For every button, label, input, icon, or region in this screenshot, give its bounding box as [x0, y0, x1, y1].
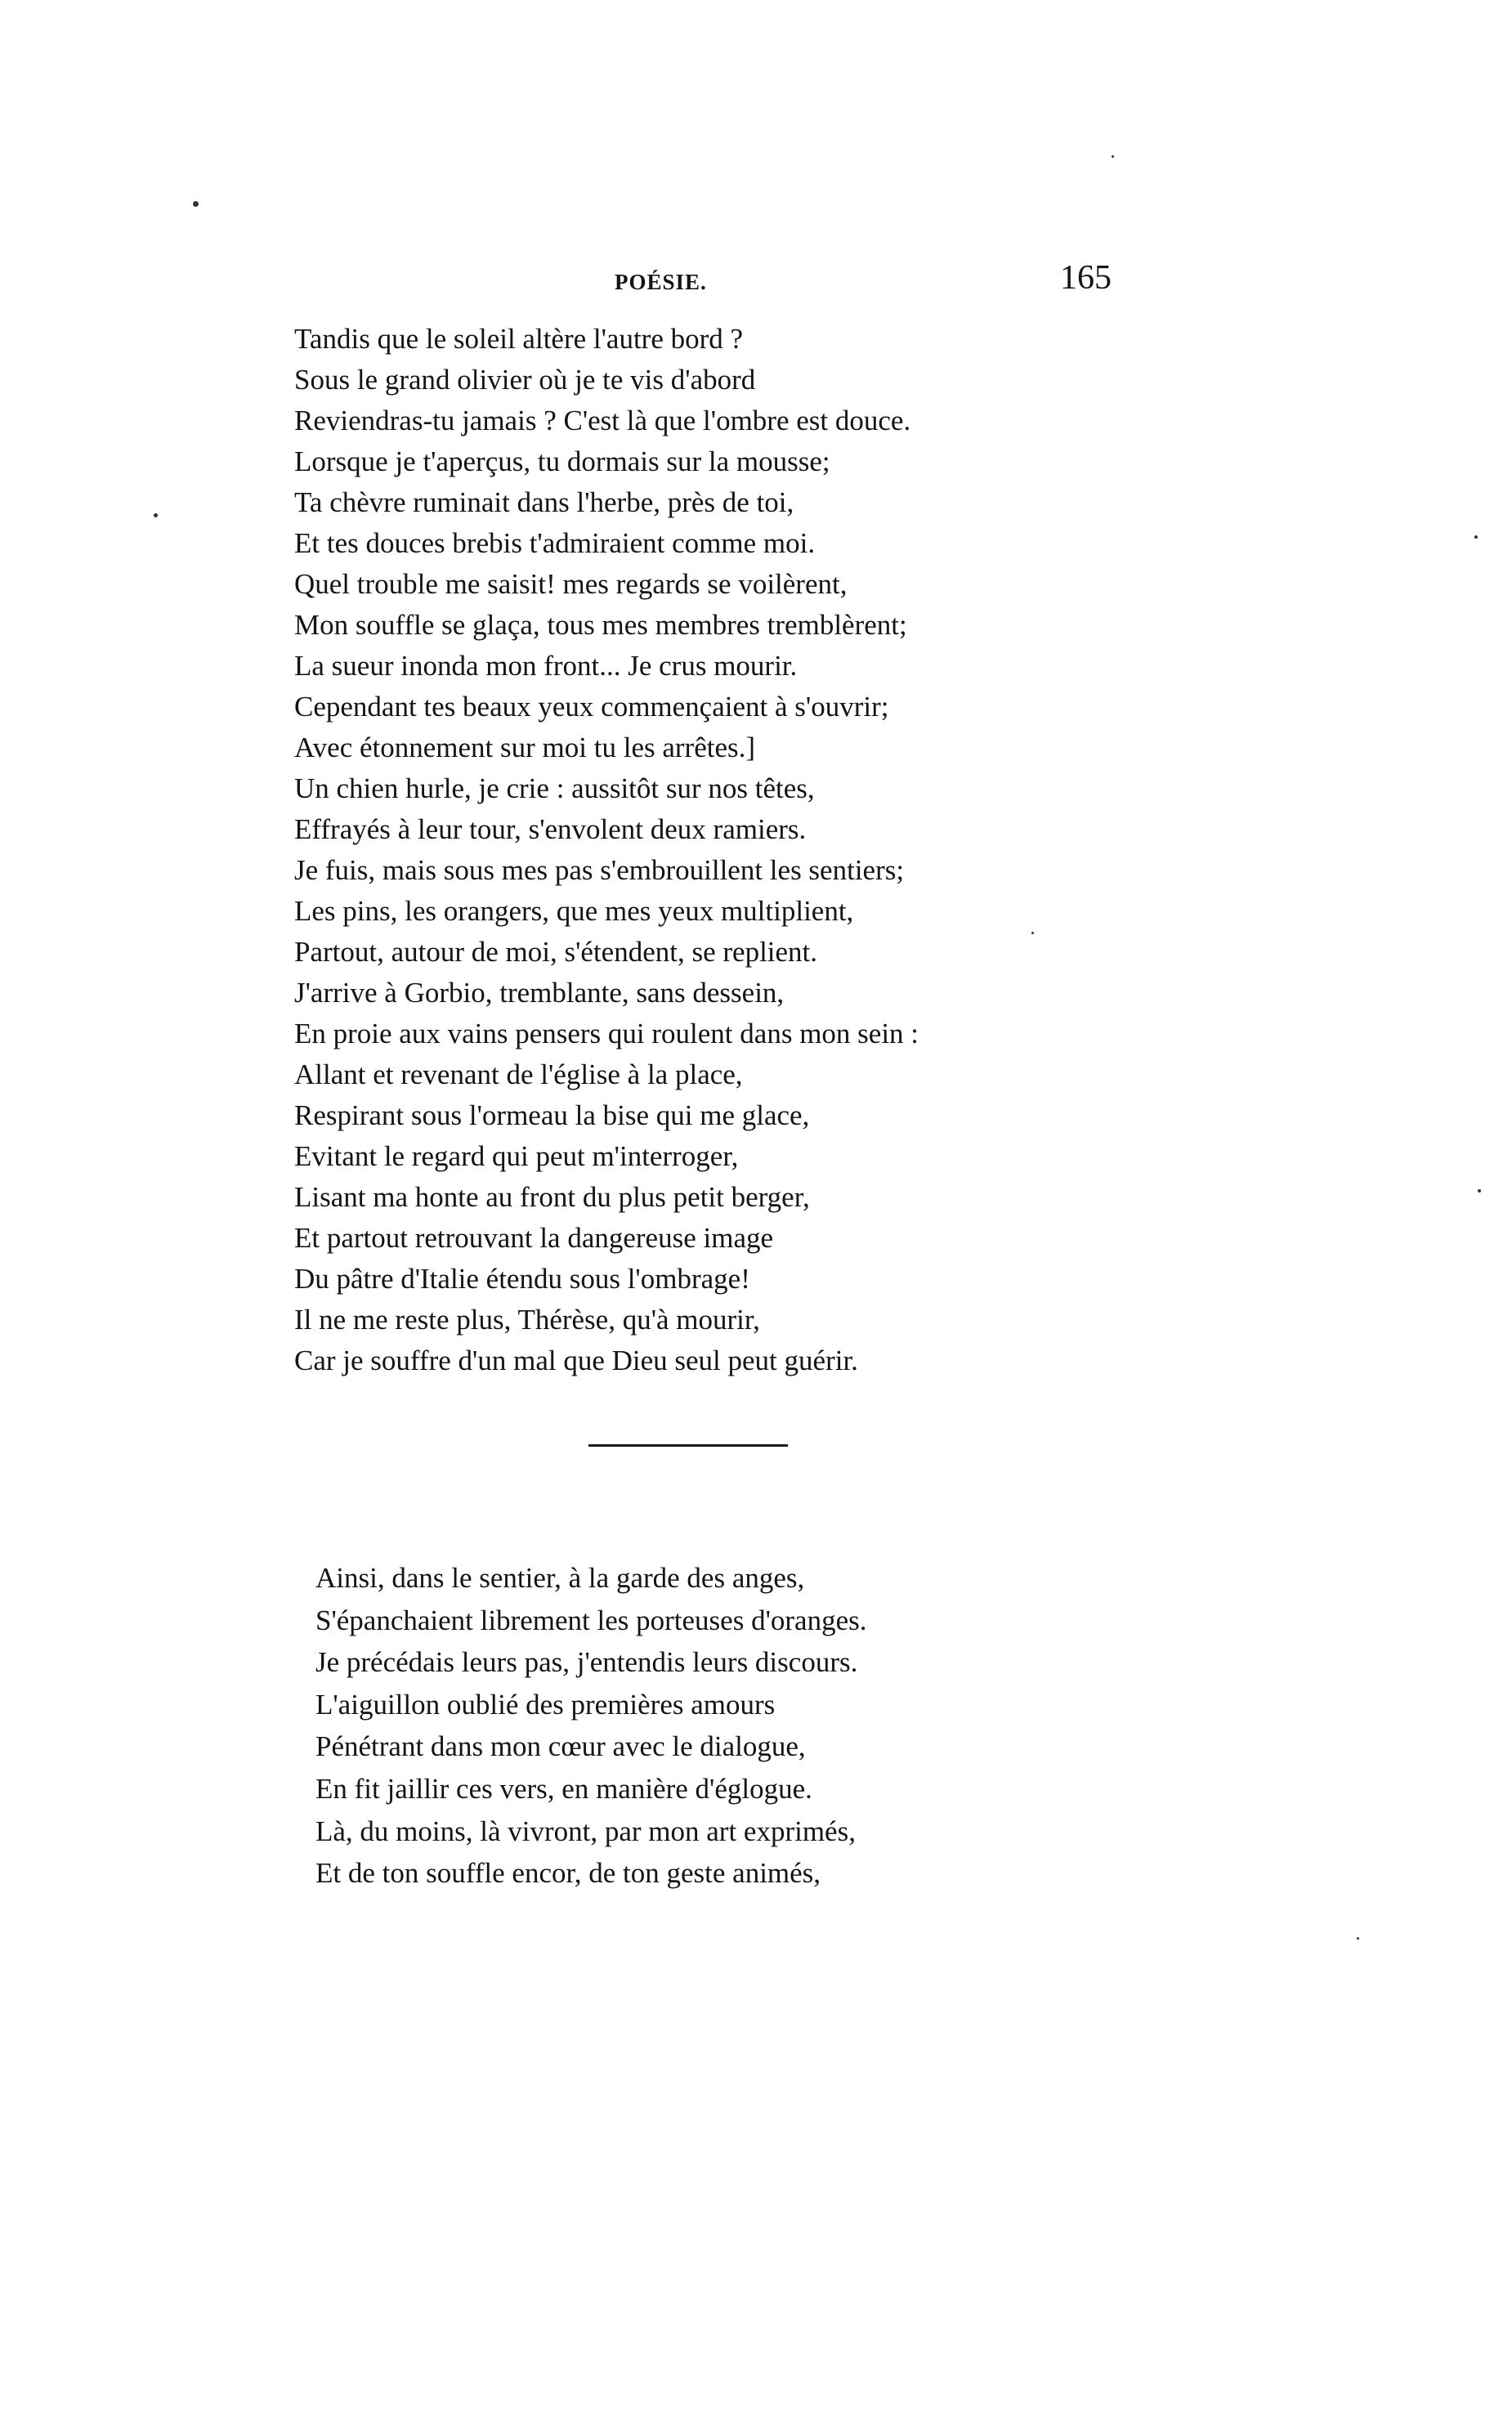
verse-line: Un chien hurle, je crie : aussitôt sur nos têtes,: [294, 772, 815, 804]
scan-speck: [154, 513, 158, 517]
verse-line: Je fuis, mais sous mes pas s'embrouillent les sentiers;: [294, 854, 905, 886]
verse-line: Je précédais leurs pas, j'entendis leurs discours.: [315, 1646, 858, 1679]
verse-line: Lisant ma honte au front du plus petit berger,: [294, 1181, 810, 1213]
verse-line: Reviendras-tu jamais ? C'est là que l'ombre est douce.: [294, 405, 911, 436]
verse-line: Du pâtre d'Italie étendu sous l'ombrage!: [294, 1263, 750, 1295]
verse-line: Effrayés à leur tour, s'envolent deux ramiers.: [294, 813, 807, 845]
verse-line: Ta chèvre ruminait dans l'herbe, près de toi,: [294, 486, 794, 518]
verse-line: Ainsi, dans le sentier, à la garde des anges,: [315, 1562, 805, 1594]
verse-line: Et partout retrouvant la dangereuse image: [294, 1222, 774, 1254]
section-separator-rule: [588, 1444, 788, 1447]
verse-line: En proie aux vains pensers qui roulent dans mon sein :: [294, 1018, 919, 1049]
scan-speck: [1357, 1937, 1359, 1940]
verse-line: Allant et revenant de l'église à la place,: [294, 1058, 743, 1090]
verse-line: Respirant sous l'ormeau la bise qui me glace,: [294, 1099, 810, 1131]
scan-speck: [193, 201, 199, 207]
poem-stanza-1: [294, 319, 1112, 1381]
verse-line: Evitant le regard qui peut m'interroger,: [294, 1140, 739, 1172]
scan-speck: [1112, 155, 1114, 158]
page-number: 165: [1060, 259, 1112, 297]
verse-line: Tandis que le soleil altère l'autre bord ?: [294, 323, 744, 355]
scan-speck: [1478, 1189, 1481, 1193]
verse-line: Il ne me reste plus, Thérèse, qu'à mourir,: [294, 1304, 760, 1336]
verse-line: Et tes douces brebis t'admiraient comme moi.: [294, 527, 816, 559]
verse-line: Pénétrant dans mon cœur avec le dialogue,: [315, 1730, 806, 1763]
verse-line: Lorsque je t'aperçus, tu dormais sur la mousse;: [294, 445, 830, 477]
verse-line: Et de ton souffle encor, de ton geste animés,: [315, 1857, 821, 1890]
scan-speck: [1031, 932, 1034, 934]
verse-line: Quel trouble me saisit! mes regards se voilèrent,: [294, 568, 848, 600]
verse-line: S'épanchaient librement les porteuses d'oranges.: [315, 1604, 867, 1636]
verse-line: Là, du moins, là vivront, par mon art exprimés,: [315, 1815, 856, 1847]
verse-line: Mon souffle se glaça, tous mes membres tremblèrent;: [294, 609, 907, 641]
verse-line: La sueur inonda mon front... Je crus mourir.: [294, 650, 798, 682]
verse-line: Sous le grand olivier où je te vis d'abord: [294, 364, 756, 396]
verse-line: Les pins, les orangers, que mes yeux multiplient,: [294, 895, 854, 927]
verse-line: J'arrive à Gorbio, tremblante, sans dessein,: [294, 977, 785, 1009]
verse-line: Cependant tes beaux yeux commençaient à s'ouvrir;: [294, 691, 889, 723]
verse-line: Avec étonnement sur moi tu les arrêtes.]: [294, 732, 756, 763]
poem-stanza-2: [315, 1557, 1133, 1895]
verse-line: L'aiguillon oublié des premières amours: [315, 1688, 776, 1721]
verse-line: Partout, autour de moi, s'étendent, se replient.: [294, 936, 818, 968]
verse-line: Car je souffre d'un mal que Dieu seul peut guérir.: [294, 1345, 858, 1376]
running-title: POÉSIE.: [615, 270, 707, 294]
scan-speck: [1474, 535, 1478, 539]
verse-line: En fit jaillir ces vers, en manière d'églogue.: [315, 1772, 812, 1805]
